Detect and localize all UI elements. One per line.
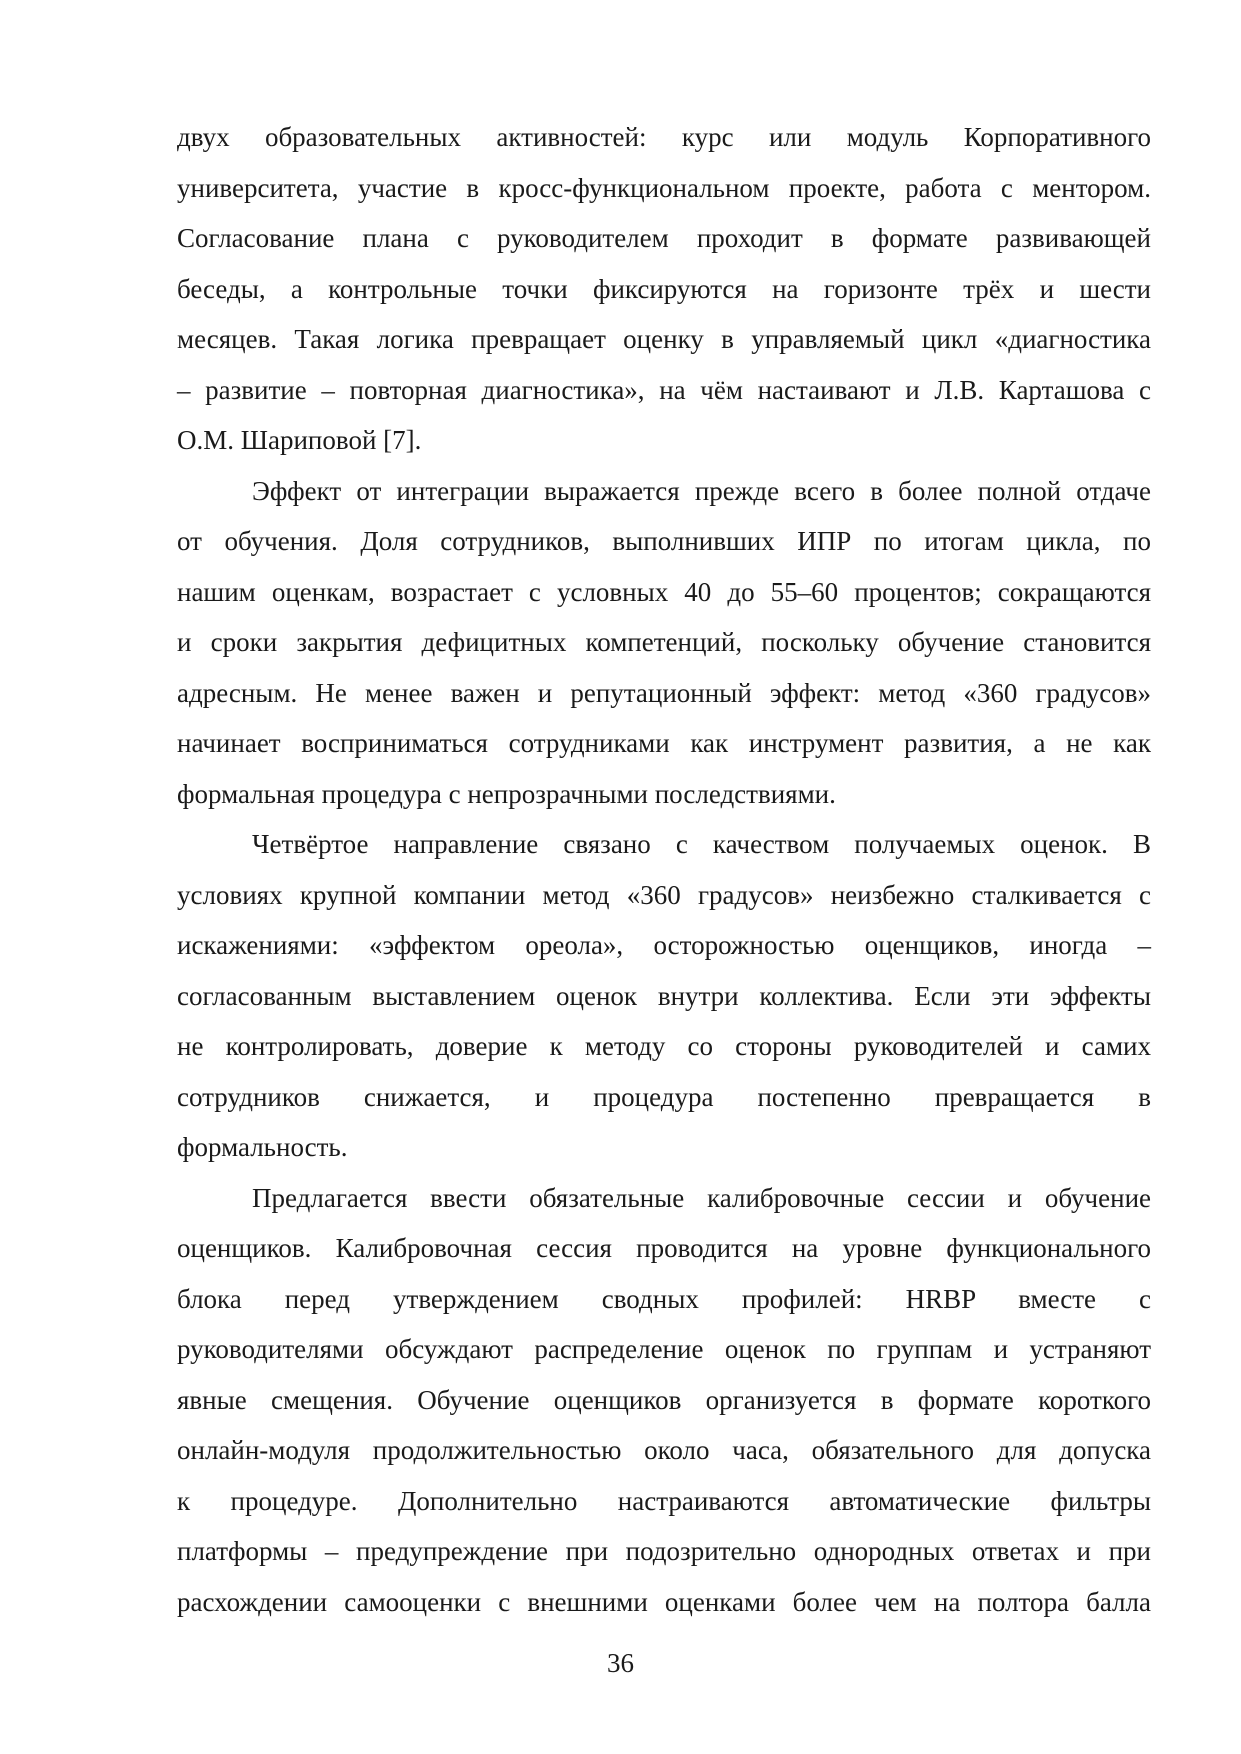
text-line: формальная процедура с непрозрачными последствиями. xyxy=(177,778,836,809)
body-text xyxy=(177,112,1151,1627)
text-line: О.М. Шариповой [7]. xyxy=(177,425,422,455)
text-line: согласованным выставлением оценок внутри коллектива. Если эти эффекты xyxy=(177,980,1151,1011)
text-line: искажениями: «эффектом ореола», осторожностью оценщиков, иногда – xyxy=(177,930,1151,960)
text-line: и сроки закрытия дефицитных компетенций, поскольку обучение становится xyxy=(177,627,1151,657)
text-line: университета, участие в кросс-функциональном проекте, работа с ментором. xyxy=(177,172,1151,203)
text-line: формальность. xyxy=(177,1132,348,1162)
text-line: нашим оценкам, возрастает с условных 40 до 55–60 процентов; сокращаются xyxy=(177,576,1151,607)
text-line: начинает восприниматься сотрудниками как инструмент развития, а не как xyxy=(177,728,1151,758)
text-line: онлайн-модуля продолжительностью около часа, обязательного для допуска xyxy=(177,1435,1151,1465)
text-line: к процедуре. Дополнительно настраиваются автоматические фильтры xyxy=(177,1485,1151,1516)
text-line: расхождении самооценки с внешними оценками более чем на полтора балла xyxy=(177,1586,1151,1617)
text-line: месяцев. Такая логика превращает оценку в управляемый цикл «диагностика xyxy=(177,324,1151,354)
text-line: беседы, а контрольные точки фиксируются на горизонте трёх и шести xyxy=(177,273,1151,304)
text-line: двух образовательных активностей: курс или модуль Корпоративного xyxy=(177,122,1151,152)
text-line: – развитие – повторная диагностика», на чём настаивают и Л.В. Карташова с xyxy=(177,374,1151,405)
text-line: условиях крупной компании метод «360 градусов» неизбежно сталкивается с xyxy=(177,879,1151,910)
text-line: явные смещения. Обучение оценщиков организуется в формате короткого xyxy=(177,1384,1151,1415)
text-line: оценщиков. Калибровочная сессия проводится на уровне функционального xyxy=(177,1233,1151,1263)
text-line: Согласование плана с руководителем проходит в формате развивающей xyxy=(177,223,1151,253)
page-number: 36 xyxy=(607,1648,634,1678)
text-line: от обучения. Доля сотрудников, выполнивших ИПР по итогам цикла, по xyxy=(177,526,1151,556)
text-line: не контролировать, доверие к методу со стороны руководителей и самих xyxy=(177,1031,1151,1061)
text-line: сотрудников снижается, и процедура постепенно превращается в xyxy=(177,1081,1151,1112)
text-line: платформы – предупреждение при подозрительно однородных ответах и при xyxy=(177,1536,1151,1566)
text-line: Предлагается ввести обязательные калибровочные сессии и обучение xyxy=(252,1182,1151,1213)
text-line: адресным. Не менее важен и репутационный эффект: метод «360 градусов» xyxy=(177,677,1151,708)
text-line: блока перед утверждением сводных профилей: HRBP вместе с xyxy=(177,1283,1151,1314)
text-line: Эффект от интеграции выражается прежде всего в более полной отдаче xyxy=(252,475,1151,506)
text-line: руководителями обсуждают распределение оценок по группам и устраняют xyxy=(177,1334,1151,1364)
text-line: Четвёртое направление связано с качеством получаемых оценок. В xyxy=(252,829,1151,859)
